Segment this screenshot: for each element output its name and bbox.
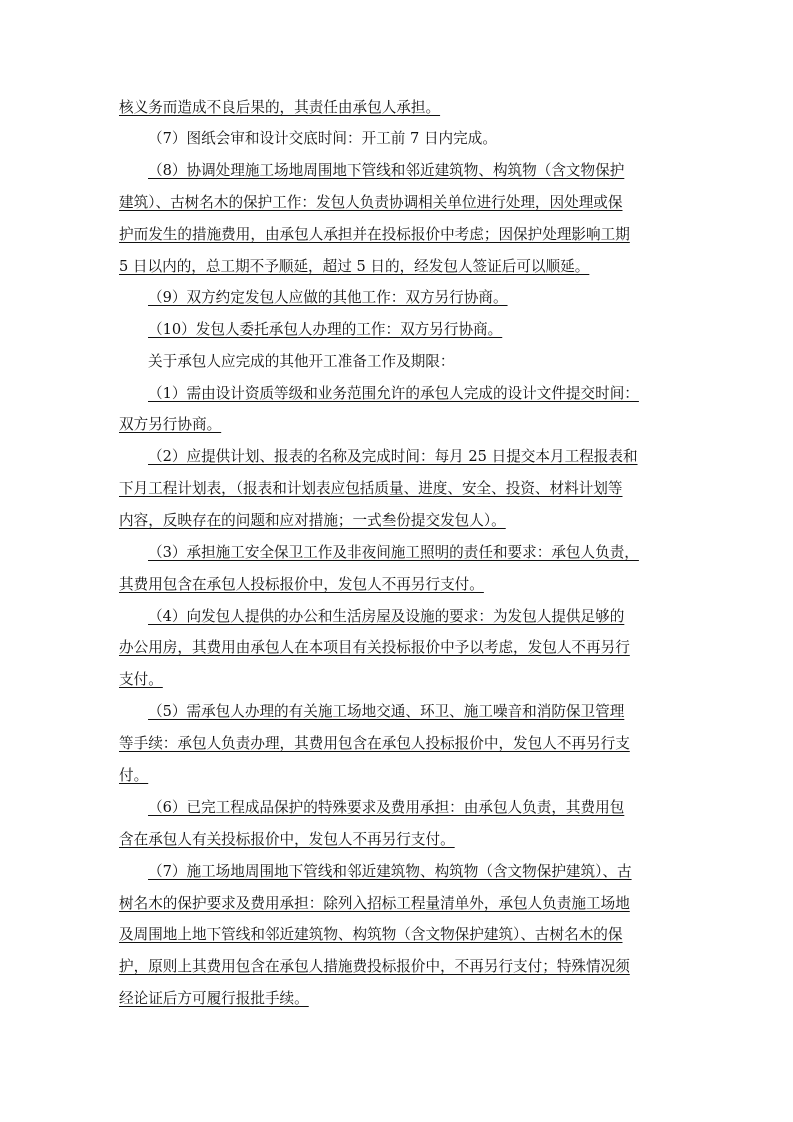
text-line: 办公用房，其费用由承包人在本项目有关投标报价中予以考虑，发包人不再另行 <box>119 639 630 656</box>
text-line: 内容，反映存在的问题和应对措施；一式叁份提交发包人）。 <box>119 512 506 529</box>
document-body <box>119 98 675 1009</box>
text-line: 树名木的保护要求及费用承担：除列入招标工程量清单外，承包人负责施工场地 <box>119 895 630 912</box>
text-line: （7）施工场地周围地下管线和邻近建筑物、构筑物（含文物保护建筑）、古 <box>148 863 632 880</box>
text-line: （3）承担施工安全保卫工作及非夜间施工照明的责任和要求：承包人负责， <box>148 544 639 561</box>
text-line: （7）图纸会审和设计交底时间：开工前 7 日内完成。 <box>148 130 497 147</box>
text-line: （4）向发包人提供的办公和生活房屋及设施的要求：为发包人提供足够的 <box>148 608 625 625</box>
text-line: （8）协调处理施工场地周围地下管线和邻近建筑物、构筑物（含文物保护 <box>148 162 625 179</box>
text-line: 核义务而造成不良后果的，其责任由承包人承担。 <box>119 99 441 116</box>
text-line: 下月工程计划表，（报表和计划表应包括质量、进度、安全、投资、材料计划等 <box>119 480 623 497</box>
text-line: 含在承包人有关投标报价中，发包人不再另行支付。 <box>119 831 455 848</box>
text-line: （1）需由设计资质等级和业务范围允许的承包人完成的设计文件提交时间： <box>148 385 639 402</box>
text-line: 关于承包人应完成的其他开工准备工作及期限： <box>148 353 455 370</box>
text-line: 5 日以内的，总工期不予顺延，超过 5 日的，经发包人签证后可以顺延。 <box>119 258 590 275</box>
text-line: （10）发包人委托承包人办理的工作：双方另行协商。 <box>148 321 503 338</box>
text-line: 及周围地上地下管线和邻近建筑物、构筑物（含文物保护建筑）、古树名木的保 <box>119 926 623 943</box>
text-line: 等手续：承包人负责办理，其费用包含在承包人投标报价中，发包人不再另行支 <box>119 735 630 752</box>
text-line: 护而发生的措施费用，由承包人承担并在投标报价中考虑；因保护处理影响工期 <box>119 226 630 243</box>
text-line: 经论证后方可履行报批手续。 <box>119 990 309 1007</box>
text-line: 支付。 <box>119 671 163 688</box>
text-line: 其费用包含在承包人投标报价中，发包人不再另行支付。 <box>119 576 484 593</box>
text-line: （6）已完工程成品保护的特殊要求及费用承担：由承包人负责，其费用包 <box>148 799 625 816</box>
text-line: 建筑）、古树名木的保护工作：发包人负责协调相关单位进行处理，因处理或保 <box>119 194 623 211</box>
text-line: （2）应提供计划、报表的名称及完成时间：每月 25 日提交本月工程报表和 <box>148 448 638 465</box>
text-line: 护，原则上其费用包含在承包人措施费投标报价中，不再另行支付；特殊情况须 <box>119 958 630 975</box>
text-line: 双方另行协商。 <box>119 416 222 433</box>
text-line: （9）双方约定发包人应做的其他工作：双方另行协商。 <box>148 289 508 306</box>
text-line: 付。 <box>119 767 149 784</box>
text-line: （5）需承包人办理的有关施工场地交通、环卫、施工噪音和消防保卫管理 <box>148 703 625 720</box>
